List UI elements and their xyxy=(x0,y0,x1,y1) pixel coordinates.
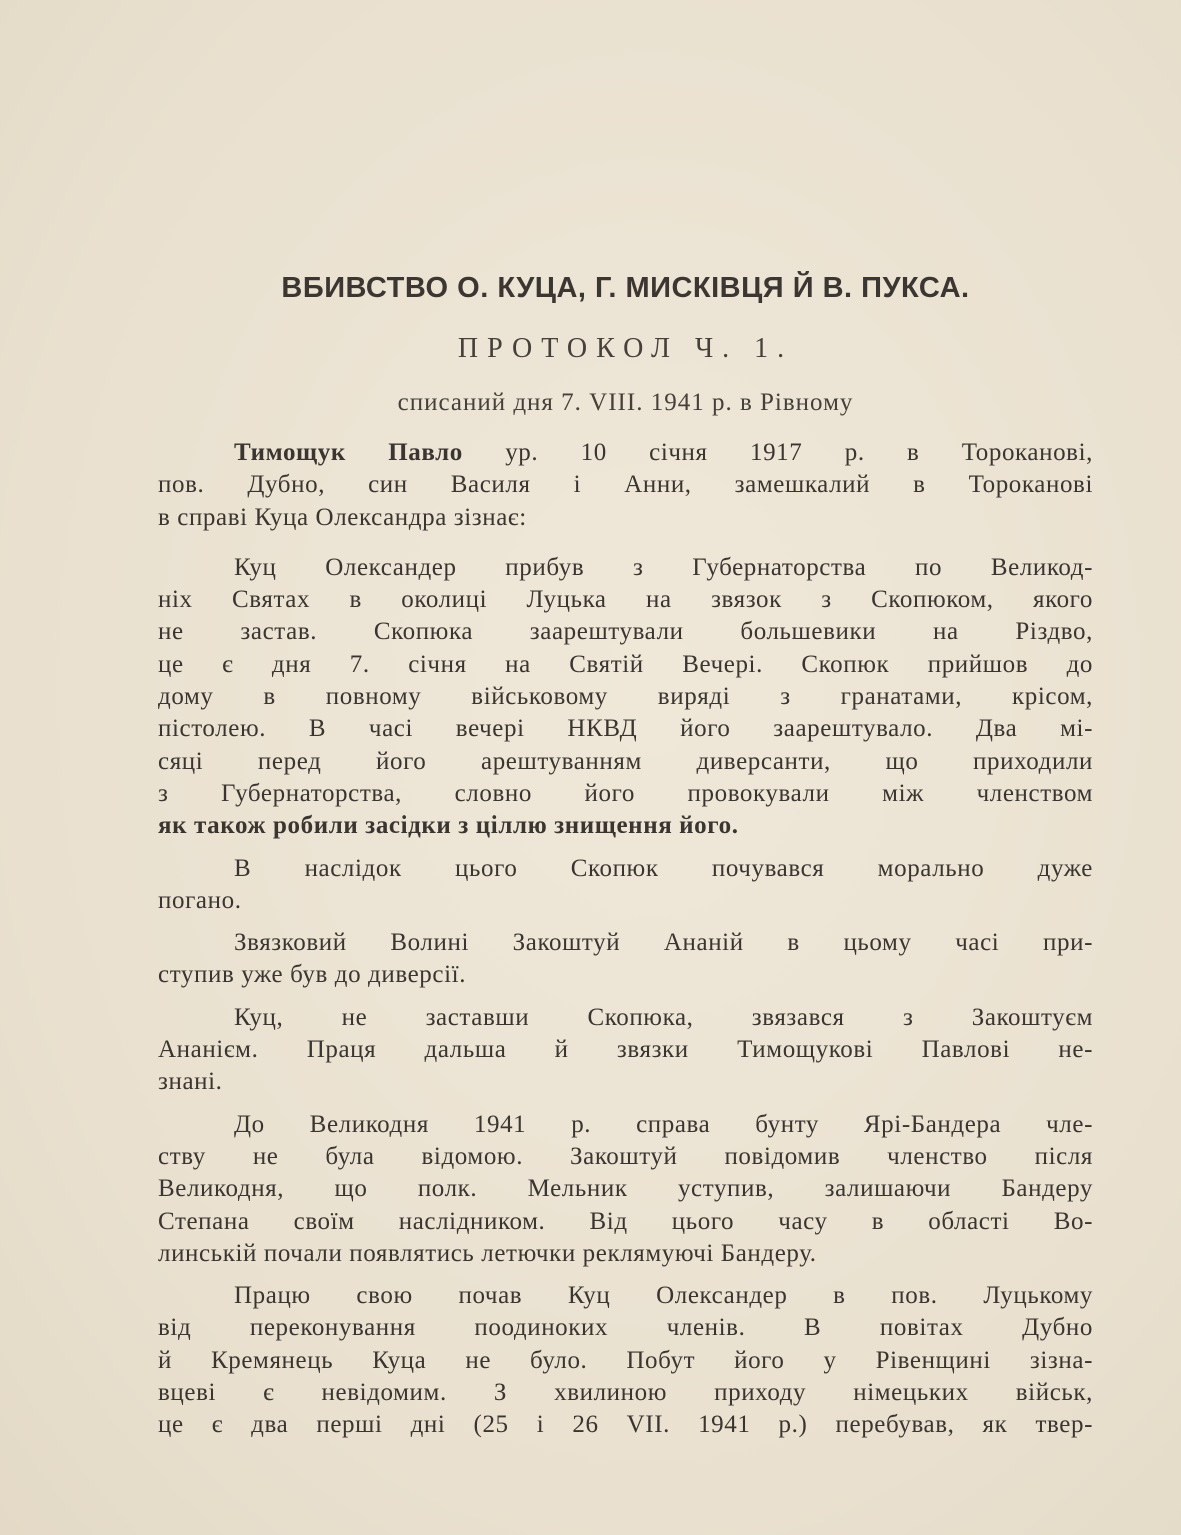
paragraph-kuts-arrival xyxy=(158,552,1093,843)
paragraph-line: ступив уже був до диверсії. xyxy=(158,961,467,989)
paragraph-easter xyxy=(158,1109,1093,1270)
paragraph-line: пов. Дубно, син Василя і Анни, замешкалий в Тороканові xyxy=(158,471,1093,499)
written-date-line: списаний дня 7. VIII. 1941 р. в Рівному xyxy=(397,389,854,416)
paragraph-line: ніх Святах в околиці Луцька на звязок з Скопюком, якого xyxy=(158,586,1093,614)
paragraph-consequence xyxy=(158,853,1093,918)
paragraph-line: линській почали появлятись летючки реклямуючі Бандеру. xyxy=(158,1239,817,1267)
paragraph-line: це є два перші дні (25 і 26 VII. 1941 р.) перебував, як твер- xyxy=(158,1411,1093,1439)
paragraph-liaison xyxy=(158,927,1093,992)
paragraph-line: ству не була відомою. Закоштуй повідомив членство після xyxy=(158,1142,1093,1170)
paragraph-line: в справі Куца Олександра зізнає: xyxy=(158,503,527,531)
paragraph-line: від переконування поодиноких членів. В повітах Дубно xyxy=(158,1314,1093,1342)
document-title: ВБИВСТВО О. КУЦА, Г. МИСКІВЦЯ Й В. ПУКСА. xyxy=(281,272,970,304)
witness-name: Тимощук Павло xyxy=(234,439,463,466)
paragraph-line: В наслідок цього Скопюк почувався морально дуже xyxy=(234,854,1093,882)
paragraph-line: Звязковий Волині Закоштуй Ананій в цьому часі при- xyxy=(234,929,1093,957)
paragraph-line: це є дня 7. січня на Святій Вечері. Скопюк прийшов до xyxy=(158,650,1093,678)
paragraph-line: Великодня, що полк. Мельник уступив, залишаючи Бандеру xyxy=(158,1175,1093,1203)
paragraph-line: з Губернаторства, словно його провокували між членством xyxy=(158,779,1093,807)
paragraph-line: знані. xyxy=(158,1068,223,1096)
paragraph-line: й Кремянець Куца не було. Побут його у Рівенщині зізна- xyxy=(158,1346,1093,1374)
paragraph-work xyxy=(158,1280,1093,1441)
paragraph-line: До Великодня 1941 р. справа бунту Ярі-Бандера чле- xyxy=(234,1110,1093,1138)
paragraph-line: як також робили засідки з ціллю знищення його. xyxy=(158,812,739,840)
document-body xyxy=(158,272,1093,1452)
paragraph-line: вцеві є невідомим. З хвилиною приходу німецьких військ, xyxy=(158,1379,1093,1407)
paragraph-line: дому в повному військовому виряді з гранатами, крісом, xyxy=(158,683,1093,711)
paragraph-testimony-intro xyxy=(158,437,1093,534)
paragraph-line: погано. xyxy=(158,886,242,914)
paragraph-line: Працю свою почав Куц Олександер в пов. Луцькому xyxy=(234,1282,1093,1310)
paragraph-line: сяці перед його арештуванням диверсанти, що приходили xyxy=(158,747,1093,775)
line-text: ур. 10 січня 1917 р. в Тороканові, xyxy=(505,439,1093,466)
paragraph-line: пістолею. В часі вечері НКВД його заарештувало. Два мі- xyxy=(158,715,1093,743)
paragraph-line: Куц, не заставши Скопюка, звязався з Закоштуєм xyxy=(234,1003,1093,1031)
protocol-heading: ПРОТОКОЛ Ч. 1. xyxy=(457,333,794,364)
paragraph-line xyxy=(158,437,1093,469)
paragraph-line: Куц Олександер прибув з Губернаторства по Великод- xyxy=(234,553,1093,581)
paragraph-line: не застав. Скопюка заарештували большевики на Різдво, xyxy=(158,618,1093,646)
paragraph-line: Степана своїм наслідником. Від цього часу в області Во- xyxy=(158,1207,1093,1235)
paragraph-contact xyxy=(158,1002,1093,1099)
paragraph-line: Ананієм. Праця дальша й звязки Тимощукові Павлові не- xyxy=(158,1036,1093,1064)
